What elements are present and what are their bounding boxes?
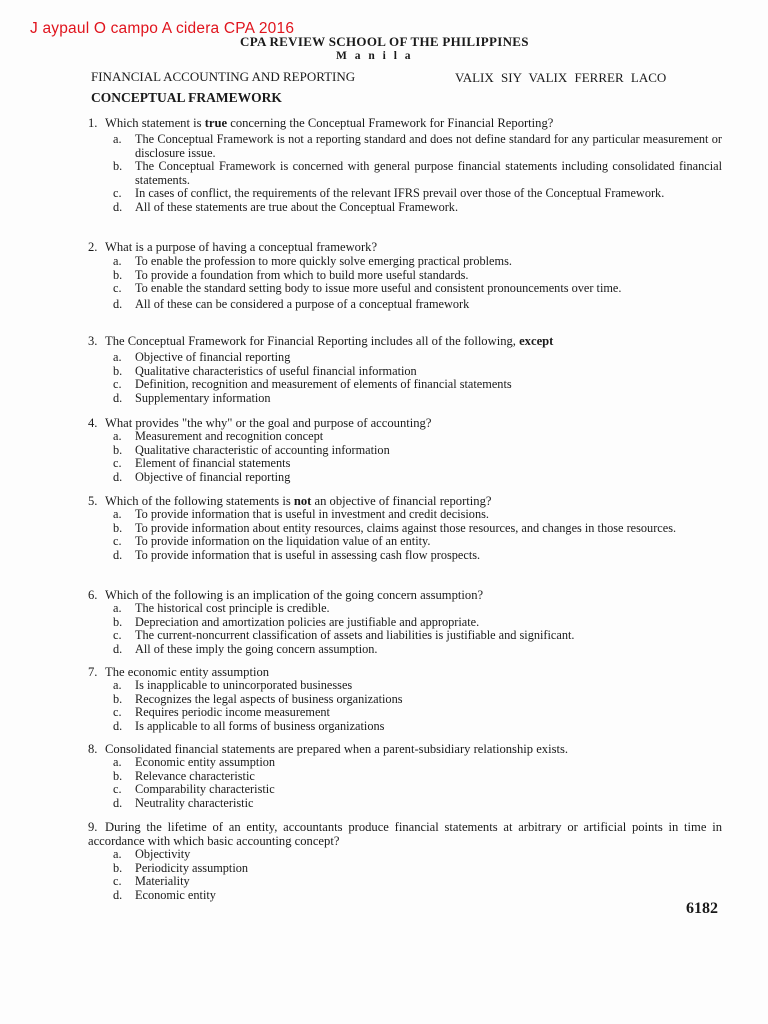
question-5	[88, 494, 722, 562]
option-c: c. Element of financial statements	[113, 456, 291, 471]
option-b: b. Periodicity assumption	[113, 860, 249, 875]
question-stem: 7. The economic entity assumption	[88, 665, 270, 679]
option-a: a. Objectivity	[113, 847, 191, 861]
option-d: d. All of these statements are true about the Conceptual Framework.	[113, 199, 459, 214]
option-d: d. Economic entity	[113, 887, 216, 902]
option-d: d. All of these imply the going concern assumption.	[113, 641, 378, 656]
option-b: b. Depreciation and amortization policies are justifiable and appropriate.	[113, 614, 480, 629]
question-stem: 3. The Conceptual Framework for Financial Reporting includes all of the following, except	[88, 334, 554, 348]
question-number: 8.	[88, 742, 98, 756]
question-stem: 6. Which of the following is an implication of the going concern assumption?	[88, 588, 484, 602]
option-b: b. Qualitative characteristics of useful financial information	[113, 363, 417, 378]
question-stem: 2. What is a purpose of having a conceptual framework?	[88, 240, 378, 254]
option-a: a. Is inapplicable to unincorporated businesses	[113, 678, 353, 692]
option-a: a. The Conceptual Framework is not a reporting standard and does not define standard for any particular measurement or disclosure issue.	[113, 132, 722, 160]
option-c: c. The current-noncurrent classification of assets and liabilities is justifiable and significant.	[113, 628, 575, 643]
option-b: b. Qualitative characteristic of accounting information	[113, 442, 390, 457]
school-name: CPA REVIEW SCHOOL OF THE PHILIPPINES	[240, 34, 529, 49]
option-a: a. Objective of financial reporting	[113, 350, 291, 364]
option-d: d. Is applicable to all forms of business organizations	[113, 718, 385, 733]
question-stem: 8. Consolidated financial statements are prepared when a parent-subsidiary relationship exists.	[88, 742, 569, 756]
question-stem: 4. What provides "the why" or the goal and purpose of accounting?	[88, 416, 432, 430]
question-1	[88, 116, 722, 215]
option-c: c. Definition, recognition and measurement of elements of financial statements	[113, 377, 512, 392]
question-8	[88, 742, 722, 810]
question-number: 1.	[88, 116, 98, 130]
page-number: 6182	[686, 900, 718, 917]
question-number: 3.	[88, 334, 98, 348]
option-b: b. Relevance characteristic	[113, 768, 255, 783]
option-d: d. All of these can be considered a purpose of a conceptual framework	[113, 296, 470, 311]
question-number: 5.	[88, 494, 98, 508]
question-7	[88, 665, 722, 733]
question-3	[88, 334, 722, 405]
handwritten-owner-stamp: J aypaul O campo A cidera CPA 2016	[30, 20, 295, 37]
question-4	[88, 416, 722, 484]
option-a: a. Measurement and recognition concept	[113, 429, 324, 443]
question-number: 9.	[88, 820, 98, 834]
option-d: d. Supplementary information	[113, 390, 271, 405]
option-c: c. Comparability characteristic	[113, 782, 275, 797]
option-d: d. To provide information that is useful in assessing cash flow prospects.	[113, 547, 481, 562]
option-b: b. The Conceptual Framework is concerned with general purpose financial statements including consolidated financial statements.	[113, 159, 722, 187]
school-city: M a n i l a	[336, 50, 414, 62]
option-a: a. The historical cost principle is credible.	[113, 601, 330, 615]
option-b: b. To provide information about entity resources, claims against those resources, and changes in those resources.	[113, 520, 677, 535]
authors-line: VALIX SIY VALIX FERRER LACO	[455, 70, 667, 85]
option-b: b. To provide a foundation from which to build more useful standards.	[113, 267, 469, 282]
question-2	[88, 240, 722, 311]
option-a: a. Economic entity assumption	[113, 755, 276, 769]
option-d: d. Neutrality characteristic	[113, 795, 254, 810]
question-number: 4.	[88, 416, 98, 430]
option-a: a. To provide information that is useful in investment and credit decisions.	[113, 507, 489, 521]
option-c: c. In cases of conflict, the requirements of the relevant IFRS prevail over those of the Conceptual Framework.	[113, 186, 665, 201]
question-number: 6.	[88, 588, 98, 602]
topic-heading: CONCEPTUAL FRAMEWORK	[91, 90, 282, 105]
question-6	[88, 588, 722, 656]
subject-title: FINANCIAL ACCOUNTING AND REPORTING	[91, 69, 356, 84]
option-c: c. Requires periodic income measurement	[113, 705, 330, 720]
option-c: c. To provide information on the liquidation value of an entity.	[113, 534, 431, 549]
question-number: 7.	[88, 665, 98, 679]
question-9	[88, 820, 722, 902]
option-c: c. To enable the standard setting body to issue more useful and consistent pronouncements over time.	[113, 281, 622, 296]
question-stem: 9. During the lifetime of an entity, accountants produce financial statements at arbitrary or artificial points in time in accordance with which basic accounting concept?	[88, 820, 722, 848]
question-stem: 1. Which statement is true concerning the Conceptual Framework for Financial Reporting?	[88, 116, 554, 130]
question-number: 2.	[88, 240, 98, 254]
question-stem: 5. Which of the following statements is not an objective of financial reporting?	[88, 494, 492, 508]
option-b: b. Recognizes the legal aspects of business organizations	[113, 691, 403, 706]
option-c: c. Materiality	[113, 874, 190, 889]
option-d: d. Objective of financial reporting	[113, 469, 291, 484]
option-a: a. To enable the profession to more quickly solve emerging practical problems.	[113, 254, 512, 268]
